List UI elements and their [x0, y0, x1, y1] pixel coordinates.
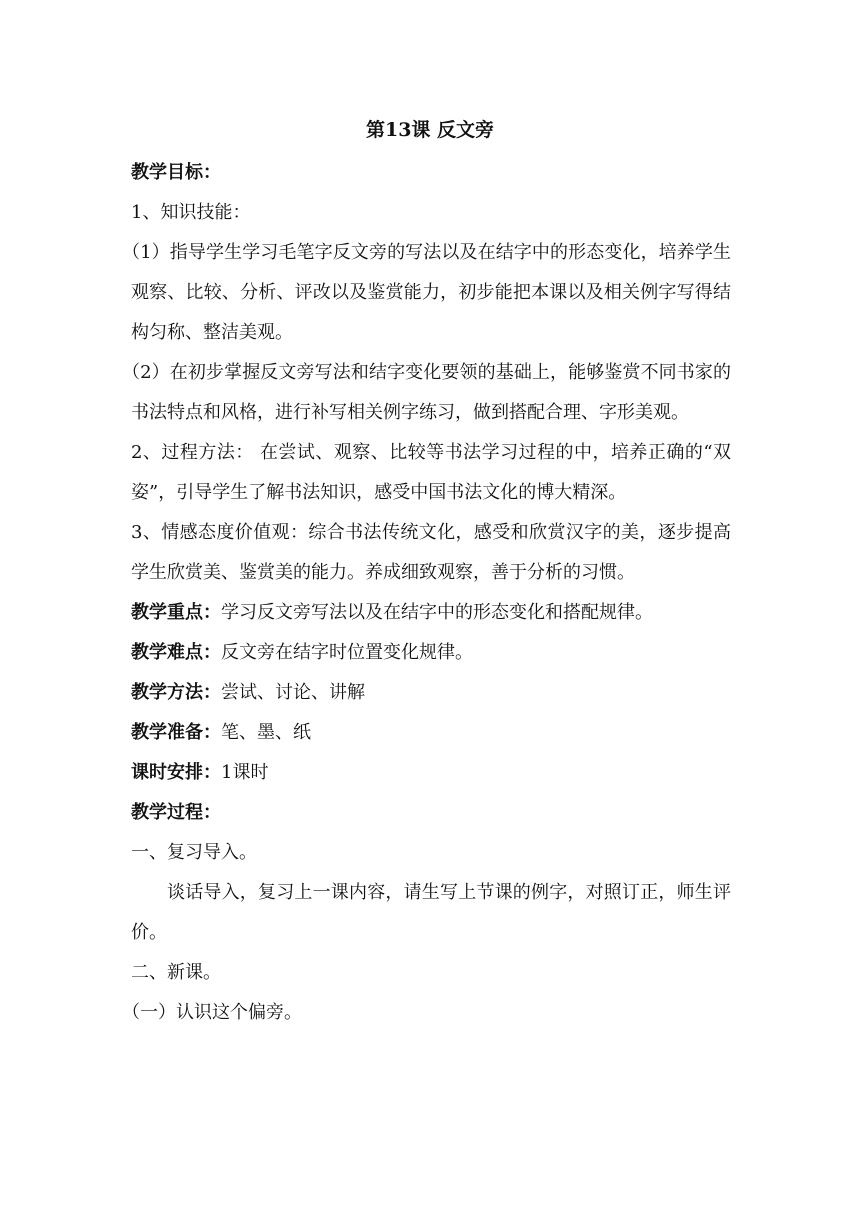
difficulty-text: 反文旁在结字时位置变化规律。	[221, 642, 473, 663]
method-text: 尝试、讨论、讲解	[221, 682, 365, 703]
difficulty-label: 教学难点：	[131, 642, 221, 663]
step-1-heading: 一、复习导入。	[131, 842, 257, 863]
preparation-label: 教学准备：	[131, 722, 221, 743]
schedule-text: 1课时	[221, 762, 269, 783]
step-2-heading: 二、新课。	[131, 962, 221, 983]
method-label: 教学方法：	[131, 682, 221, 703]
step-2-subheading: （一）认识这个偏旁。	[122, 1002, 302, 1023]
key-point-text: 学习反文旁写法以及在结字中的形态变化和搭配规律。	[221, 602, 653, 623]
schedule-label: 课时安排：	[131, 762, 221, 783]
key-point-line	[131, 593, 731, 633]
lesson-content	[122, 153, 731, 1033]
process-heading: 教学过程：	[131, 802, 221, 823]
objective-1-paragraph-1: （1）指导学生学习毛笔字反文旁的写法以及在结字中的形态变化，培养学生观察、比较、分析、评改以及鉴赏能力，初步能把本课以及相关例字写得结构匀称、整洁美观。	[122, 242, 731, 343]
step-1-paragraph: 谈话导入，复习上一课内容，请生写上节课的例字，对照订正，师生评价。	[131, 882, 731, 943]
key-point-label: 教学重点：	[131, 602, 221, 623]
schedule-line	[131, 753, 731, 793]
preparation-line	[131, 713, 731, 753]
preparation-text: 笔、墨、纸	[221, 722, 311, 743]
method-line	[131, 673, 731, 713]
objective-2-paragraph: 2、过程方法： 在尝试、观察、比较等书法学习过程的中，培养正确的“双姿”，引导学生了解书法知识，感受中国书法文化的博大精深。	[131, 442, 731, 503]
difficulty-line	[131, 633, 731, 673]
lesson-title: 第13课 反文旁	[365, 119, 495, 141]
objectives-heading: 教学目标：	[131, 162, 221, 183]
objective-3-paragraph: 3、情感态度价值观：综合书法传统文化，感受和欣赏汉字的美，逐步提高学生欣赏美、鉴赏美的能力。养成细致观察，善于分析的习惯。	[131, 522, 731, 583]
objective-1-paragraph-2: （2）在初步掌握反文旁写法和结字变化要领的基础上，能够鉴赏不同书家的书法特点和风格，进行补写相关例字练习，做到搭配合理、字形美观。	[122, 362, 731, 423]
objective-1-heading: 1、知识技能：	[131, 202, 251, 223]
